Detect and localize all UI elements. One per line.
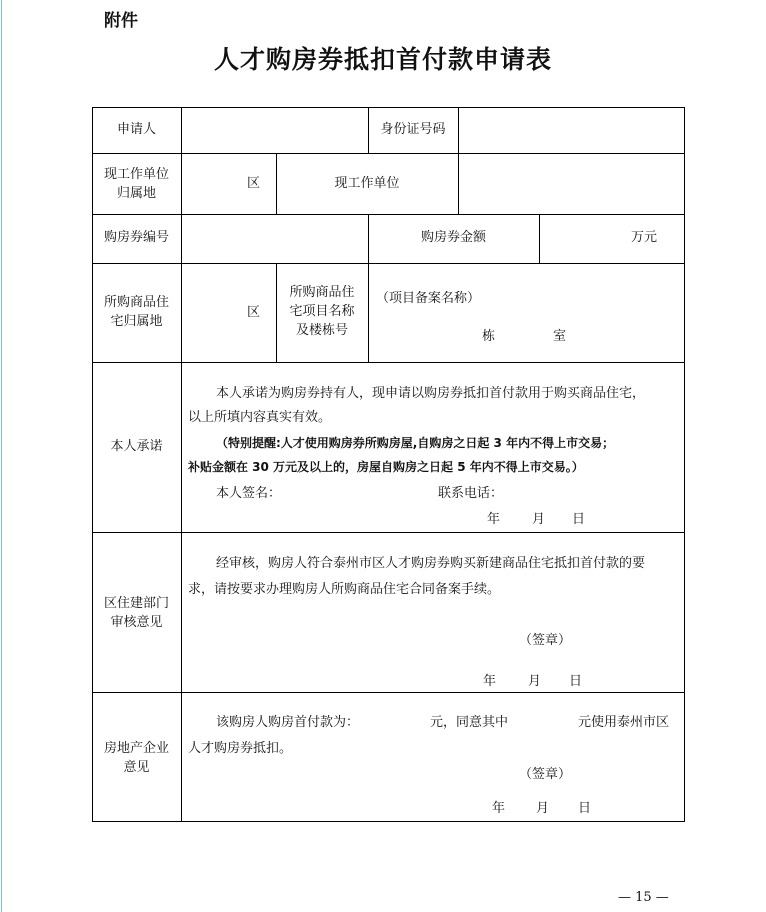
cell-divider bbox=[539, 214, 540, 263]
pledge-note-line1: （特别提醒:人才使用购房券所购房屋,自购房之日起 3 年内不得上市交易； bbox=[216, 436, 615, 450]
id-number-label: 身份证号码 bbox=[380, 122, 446, 137]
pledge-date-day: 日 bbox=[572, 512, 586, 527]
workplace-district-label-line2: 归属地 bbox=[116, 186, 156, 201]
workplace-district-label-line1: 现工作单位 bbox=[103, 167, 169, 182]
pledge-date-month: 月 bbox=[532, 512, 546, 527]
house-district-label bbox=[92, 293, 181, 331]
current-workplace-label: 现工作单位 bbox=[334, 176, 400, 191]
cell-divider bbox=[368, 263, 369, 362]
voucher-amount-label: 购房券金额 bbox=[420, 230, 486, 245]
pledge-date-year: 年 bbox=[487, 512, 501, 527]
house-district-label-line2: 宅归属地 bbox=[110, 314, 163, 329]
developer-label-line1: 房地产企业 bbox=[103, 741, 169, 756]
building-unit: 栋 bbox=[482, 329, 496, 344]
pledge-line2: 以上所填内容真实有效。 bbox=[188, 410, 332, 425]
project-name-label bbox=[276, 283, 368, 340]
room-unit: 室 bbox=[553, 329, 567, 344]
developer-label-line2: 意见 bbox=[123, 760, 150, 775]
page-number: — 15 — bbox=[618, 890, 669, 905]
developer-line1-part2: 元，同意其中 bbox=[430, 715, 509, 730]
phone-label: 联系电话： bbox=[438, 486, 504, 501]
application-form-table bbox=[92, 107, 685, 822]
review-date-day: 日 bbox=[569, 674, 583, 689]
table-border-right bbox=[684, 107, 685, 822]
current-workplace-field[interactable] bbox=[459, 154, 684, 213]
developer-date-year: 年 bbox=[492, 801, 506, 816]
project-placeholder: （项目备案名称） bbox=[376, 291, 481, 306]
voucher-number-label: 购房券编号 bbox=[103, 230, 169, 245]
developer-date-month: 月 bbox=[536, 801, 550, 816]
developer-date-day: 日 bbox=[578, 801, 592, 816]
pledge-line1: 本人承诺为购房券持有人，现申请以购房券抵扣首付款用于购买商品住宅， bbox=[216, 386, 646, 401]
review-date-year: 年 bbox=[483, 674, 497, 689]
applicant-field[interactable] bbox=[182, 108, 368, 152]
voucher-number-field[interactable] bbox=[182, 215, 368, 262]
applicant-label: 申请人 bbox=[116, 122, 156, 137]
left-margin-rule bbox=[1, 0, 2, 912]
project-name-label-line2: 宅项目名称 bbox=[289, 304, 355, 319]
house-district-unit: 区 bbox=[247, 305, 261, 320]
developer-line2: 人才购房券抵扣。 bbox=[188, 741, 293, 756]
workplace-district-label bbox=[92, 165, 181, 203]
workplace-district-unit: 区 bbox=[247, 176, 261, 191]
table-border-left bbox=[92, 107, 93, 822]
review-line2: 求，请按要求办理购房人所购商品住宅合同备案手续。 bbox=[188, 582, 501, 597]
house-district-label-line1: 所购商品住 bbox=[103, 295, 169, 310]
developer-line1-part1: 该购房人购房首付款为： bbox=[216, 715, 360, 730]
attachment-label: 附件 bbox=[104, 11, 138, 31]
review-label bbox=[92, 594, 181, 632]
project-name-label-line1: 所购商品住 bbox=[289, 285, 355, 300]
developer-seal: （签章） bbox=[519, 767, 572, 782]
developer-label bbox=[92, 739, 181, 777]
pledge-label: 本人承诺 bbox=[110, 439, 163, 454]
signature-label: 本人签名： bbox=[216, 486, 282, 501]
document-title: 人才购房券抵扣首付款申请表 bbox=[213, 45, 552, 74]
pledge-note-line2: 补贴金额在 30 万元及以上的，房屋自购房之日起 5 年内不得上市交易。） bbox=[188, 460, 584, 474]
review-label-line2: 审核意见 bbox=[110, 615, 163, 630]
review-date-month: 月 bbox=[528, 674, 542, 689]
developer-line1-part3: 元使用泰州市区 bbox=[578, 715, 670, 730]
review-line1: 经审核，购房人符合泰州市区人才购房券购买新建商品住宅抵扣首付款的要 bbox=[216, 556, 646, 571]
id-number-field[interactable] bbox=[459, 108, 684, 152]
review-label-line1: 区住建部门 bbox=[103, 596, 169, 611]
project-name-label-line3: 及楼栋号 bbox=[295, 323, 348, 338]
amount-unit: 万元 bbox=[631, 230, 658, 245]
review-seal: （签章） bbox=[519, 633, 572, 648]
